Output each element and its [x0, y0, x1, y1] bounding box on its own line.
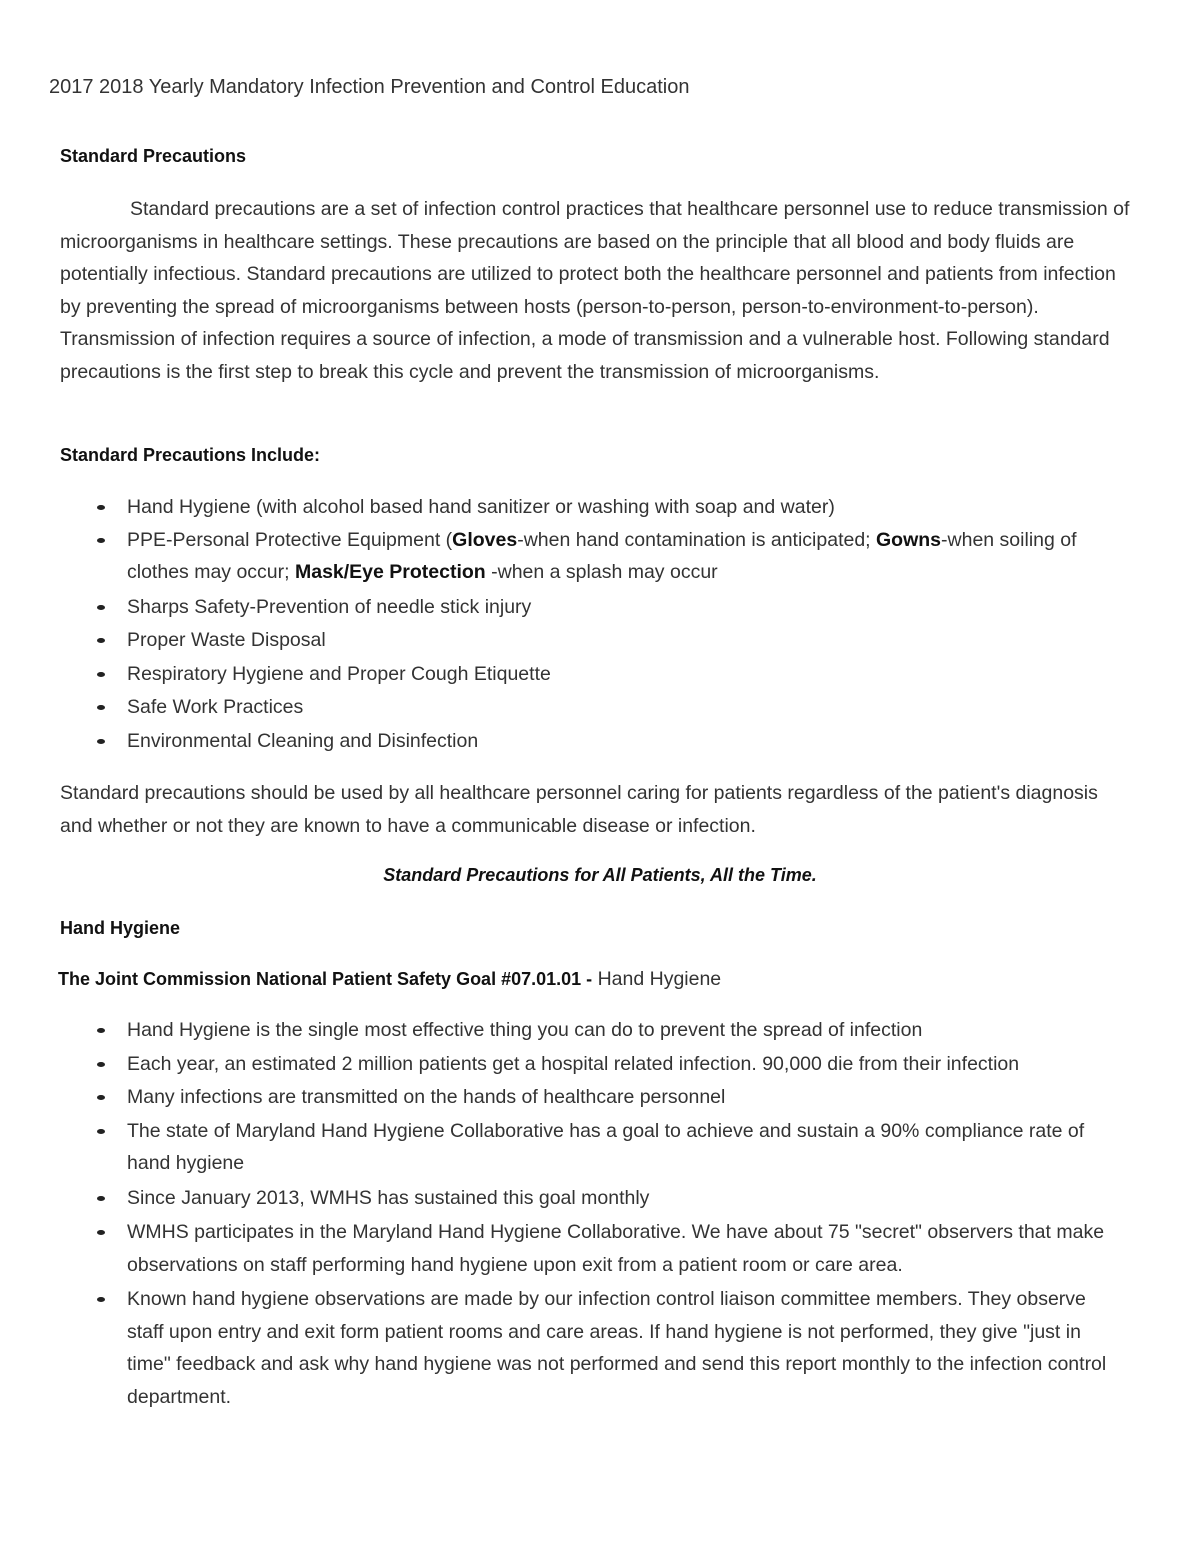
- list-item-sharps: Sharps Safety-Prevention of needle stick injury: [92, 591, 1122, 624]
- list-item-transmitted-hands: Many infections are transmitted on the hands of healthcare personnel: [92, 1081, 1122, 1114]
- list-item-waste: Proper Waste Disposal: [92, 624, 1122, 657]
- bullet-icon: [97, 538, 105, 543]
- bullet-icon: [97, 1230, 105, 1235]
- list-item-ppe: PPE-Personal Protective Equipment (Gloves-when hand contamination is anticipated; Gowns-when soiling of clothes may occur; Mask/Eye Protection -when a splash may occur: [92, 524, 1122, 589]
- safety-goal-text: Hand Hygiene: [592, 968, 722, 990]
- bullet-icon: [97, 605, 105, 610]
- bullet-icon: [97, 1129, 105, 1134]
- bullet-icon: [97, 1297, 105, 1302]
- bullet-icon: [97, 705, 105, 710]
- bullet-icon: [97, 1196, 105, 1201]
- standard-precautions-paragraph: [60, 193, 1130, 388]
- list-item-known-observations: Known hand hygiene observations are made by our infection control liaison committee members. They observe staff upon entry and exit form patient rooms and care areas. If hand hygiene is not performed, they give "just in time" feedback and ask why hand hygiene was not performed and send this report monthly to the infection control department.: [92, 1283, 1122, 1413]
- list-item-secret-observers: WMHS participates in the Maryland Hand Hygiene Collaborative. We have about 75 "secret" observers that make observations on staff performing hand hygiene upon exit from a patient room or care area.: [92, 1216, 1122, 1281]
- bullet-icon: [97, 1095, 105, 1100]
- paragraph-text: Standard precautions are a set of infection control practices that healthcare personnel use to reduce transmission of microorganisms in healthcare settings. These precautions are based on the principle that all blood and body fluids are potentially infectious. Standard precautions are utilized to protect both the healthcare personnel and patients from infection by preventing the spread of microorganisms between hosts (person-to-person, person-to-environment-to-person). Transmission of infection requires a source of infection, a mode of transmission and a vulnerable host. Following standard precautions is the first step to break this cycle and prevent the transmission of microorganisms.: [60, 198, 1130, 383]
- closing-paragraph: Standard precautions should be used by all healthcare personnel caring for patients regardless of the patient's diagnosis and whether or not they are known to have a communicable disease or infection.: [60, 782, 1098, 837]
- list-item-most-effective: Hand Hygiene is the single most effective thing you can do to prevent the spread of infection: [92, 1014, 1122, 1047]
- list-item-respiratory: Respiratory Hygiene and Proper Cough Etiquette: [92, 658, 1122, 691]
- list-item-safe-work: Safe Work Practices: [92, 691, 1122, 724]
- motto: Standard Precautions for All Patients, All the Time.: [383, 865, 817, 885]
- safety-goal-label: The Joint Commission National Patient Safety Goal #07.01.01 -: [58, 969, 593, 989]
- bullet-icon: [97, 672, 105, 677]
- list-item-maryland-goal: The state of Maryland Hand Hygiene Collaborative has a goal to achieve and sustain a 90% compliance rate of hand hygiene: [92, 1115, 1122, 1180]
- hand-hygiene-list: [92, 1014, 1122, 1413]
- list-item-environmental: Environmental Cleaning and Disinfection: [92, 725, 1122, 758]
- list-item-since-2013: Since January 2013, WMHS has sustained this goal monthly: [92, 1182, 1122, 1215]
- bullet-icon: [97, 1028, 105, 1033]
- section-heading-precautions-include: Standard Precautions Include:: [60, 445, 321, 465]
- bullet-icon: [97, 505, 105, 510]
- bullet-icon: [97, 739, 105, 744]
- safety-goal-line: [58, 968, 721, 991]
- document-title: 2017 2018 Yearly Mandatory Infection Prevention and Control Education: [49, 76, 690, 98]
- list-item-hospital-infections: Each year, an estimated 2 million patients get a hospital related infection. 90,000 die from their infection: [92, 1048, 1122, 1081]
- list-item-hand-hygiene: Hand Hygiene (with alcohol based hand sanitizer or washing with soap and water): [92, 491, 1122, 524]
- bullet-icon: [97, 1062, 105, 1067]
- section-heading-hand-hygiene: Hand Hygiene: [60, 918, 181, 938]
- section-heading-standard-precautions: Standard Precautions: [60, 146, 247, 166]
- bullet-icon: [97, 638, 105, 643]
- precautions-list: [92, 491, 1122, 757]
